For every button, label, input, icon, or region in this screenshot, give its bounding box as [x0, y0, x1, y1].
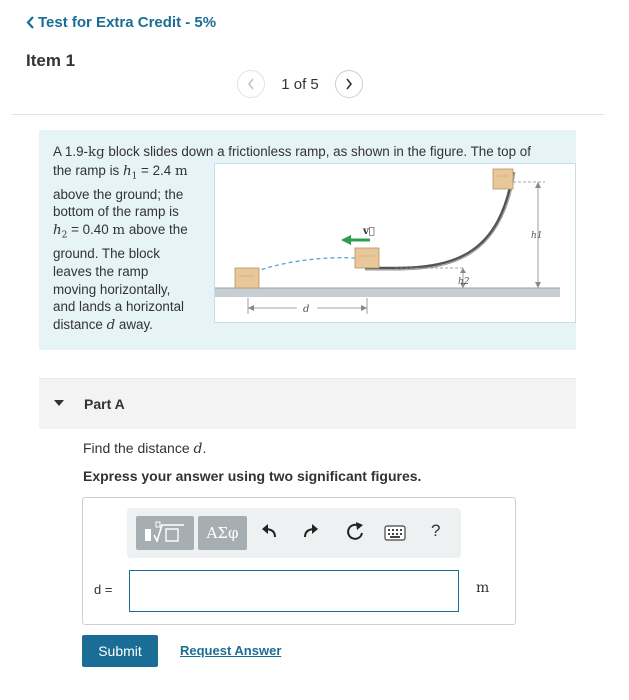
keyboard-icon: [384, 525, 406, 541]
undo-icon: [261, 521, 279, 541]
keyboard-button[interactable]: [384, 525, 406, 541]
chevron-left-icon: [26, 16, 35, 29]
undo-button[interactable]: [261, 521, 279, 541]
answer-variable-label: d =: [94, 582, 113, 597]
page-indicator: 1 of 5: [281, 75, 319, 93]
d-label: d: [303, 304, 310, 315]
reset-icon: [345, 521, 365, 543]
answer-unit: m: [476, 580, 490, 596]
ramp-diagram: [215, 164, 575, 322]
ramp-bottom-block: [355, 248, 379, 268]
answer-input[interactable]: [129, 570, 459, 612]
ground: [215, 288, 560, 297]
chevron-right-icon: [345, 78, 353, 90]
pagination: [237, 70, 363, 98]
collapse-caret-icon[interactable]: [54, 400, 64, 406]
velocity-label: v⃗: [363, 226, 375, 237]
landed-block: [235, 268, 259, 288]
request-answer-link[interactable]: Request Answer: [180, 643, 282, 658]
back-link-label: Test for Extra Credit - 5%: [38, 14, 217, 31]
templates-button[interactable]: [136, 516, 194, 550]
reset-button[interactable]: [345, 521, 365, 543]
redo-icon: [301, 521, 319, 541]
next-item-button[interactable]: [335, 70, 363, 98]
part-a-label: Part A: [84, 396, 125, 412]
math-toolbar: [127, 508, 461, 558]
part-prompt: Find the distance d.: [83, 440, 207, 457]
item-title: Item 1: [26, 51, 76, 70]
trajectory: [255, 258, 355, 272]
ramp: [365, 172, 513, 268]
ramp-figure: [214, 163, 576, 323]
back-link[interactable]: [26, 14, 216, 31]
greek-symbols-button[interactable]: ΑΣφ: [198, 516, 247, 550]
templates-icon: [142, 521, 188, 545]
question-text: A 1.9-kg block slides down a frictionless ramp, as shown in the figure. The top of the ramp is $h_1 = 2.4$ m above the ground; the bottom of the ramp is $h_2 = 0.40$ m above the ground. The block leaves the ramp moving horizontally, and lands a horizontal distance d away.: [53, 144, 531, 333]
help-button[interactable]: ?: [431, 521, 441, 540]
answer-instruction: Express your answer using two significant figures.: [83, 468, 422, 484]
top-block: [493, 169, 513, 189]
h2-label: h2: [458, 277, 470, 287]
chevron-left-icon: [247, 78, 255, 90]
h1-label: h1: [531, 231, 543, 241]
previous-item-button[interactable]: [237, 70, 265, 98]
redo-button[interactable]: [301, 521, 319, 541]
submit-button[interactable]: Submit: [82, 635, 158, 667]
header-divider: [12, 114, 604, 115]
